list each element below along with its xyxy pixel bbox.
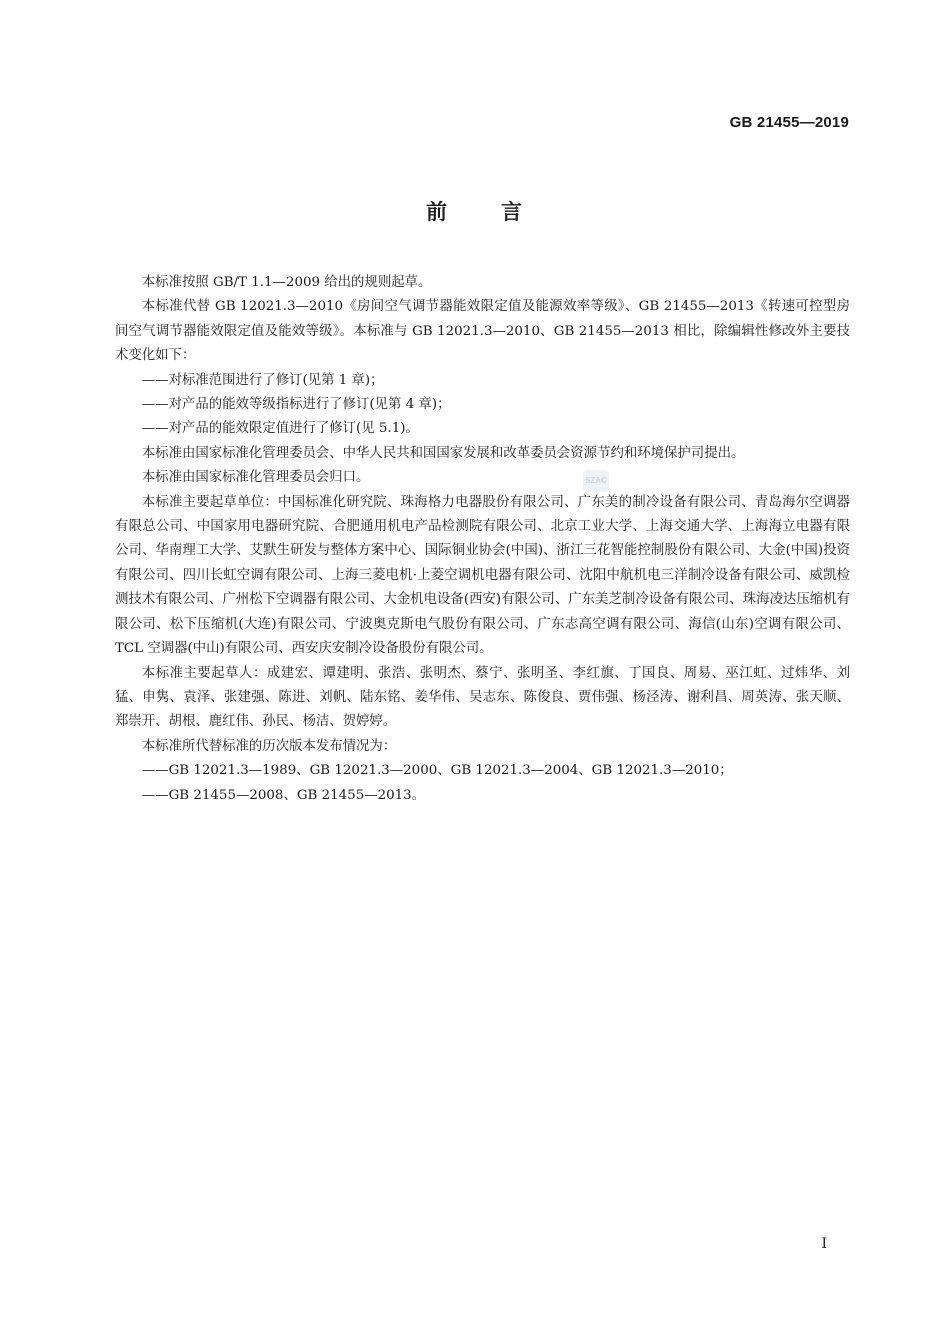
- paragraph-drafting-rules: 本标准按照 GB/T 1.1—2009 给出的规则起草。: [141, 275, 432, 290]
- page-title: [0, 196, 950, 226]
- history-item-gb21455: ——GB 21455—2008、GB 21455—2013。: [141, 787, 426, 803]
- change-item-grades: ——对产品的能效等级指标进行了修订(见第 4 章)；: [141, 397, 451, 413]
- paragraph-drafters: 本标准主要起草人：成建宏、谭建明、张浩、张明杰、蔡宁、张明圣、李红旗、丁国良、周易、巫江虹、过炜华、刘猛、申隽、袁泽、张建强、陈进、刘帆、陆东铭、姜华伟、吴志东、陈俊良、贾伟强、杨泾涛、谢利昌、周英涛、张天顺、郑崇开、胡根、鹿红伟、孙民、杨洁、贺婷婷。: [115, 665, 850, 730]
- change-item-scope: ——对标准范围进行了修订(见第 1 章)；: [141, 372, 384, 388]
- history-item-gb12021: ——GB 12021.3—1989、GB 12021.3—2000、GB 12021.3—2004、GB 12021.3—2010；: [141, 763, 733, 779]
- paragraph-drafting-units: 本标准主要起草单位：中国标准化研究院、珠海格力电器股份有限公司、广东美的制冷设备有限公司、青岛海尔空调器有限总公司、中国家用电器研究院、合肥通用机电产品检测院有限公司、北京工业大学、上海交通大学、上海海立电器有限公司、华南理工大学、艾默生研发与整体方案中心、国际铜业协会(中国)、浙江三花智能控制股份有限公司、大金(中国)投资有限公司、四川长虹空调有限公司、上海三菱电机·上菱空调机电器有限公司、沈阳中航机电三洋制冷设备有限公司、威凯检测技术有限公司、广州松下空调器有限公司、大金机电设备(西安)有限公司、广东美芝制冷设备有限公司、珠海凌达压缩机有限公司、松下压缩机(大连)有限公司、宁波奥克斯电气股份有限公司、广东志高空调有限公司、海信(山东)空调有限公司、TCL 空调器(中山)有限公司、西安庆安制冷设备股份有限公司。: [115, 494, 850, 657]
- change-item-limits: ——对产品的能效限定值进行了修订(见 5.1)。: [141, 421, 419, 437]
- standard-code: GB 21455—2019: [729, 114, 849, 131]
- page-number: I: [821, 1236, 827, 1252]
- paragraph-centralized-by: 本标准由国家标准化管理委员会归口。: [141, 470, 370, 486]
- paragraph-proposed-by: 本标准由国家标准化管理委员会、中华人民共和国国家发展和改革委员会资源节约和环境保护司提出。: [141, 445, 745, 461]
- title-char-1: 前: [426, 200, 449, 224]
- foreword-body: [115, 271, 850, 808]
- paragraph-replacement: 本标准代替 GB 12021.3—2010《房间空气调节器能效限定值及能源效率等级》、GB 21455—2013《转速可控型房间空气调节器能效限定值及能效等级》。本标准与 GB 12021.3—2010、GB 21455—2013 相比，除编辑性修改外主要技术变化如下：: [115, 299, 850, 364]
- watermark-logo: SZAC: [583, 470, 609, 492]
- paragraph-history-intro: 本标准所代替标准的历次版本发布情况为：: [141, 738, 397, 754]
- title-char-2: 言: [501, 200, 524, 224]
